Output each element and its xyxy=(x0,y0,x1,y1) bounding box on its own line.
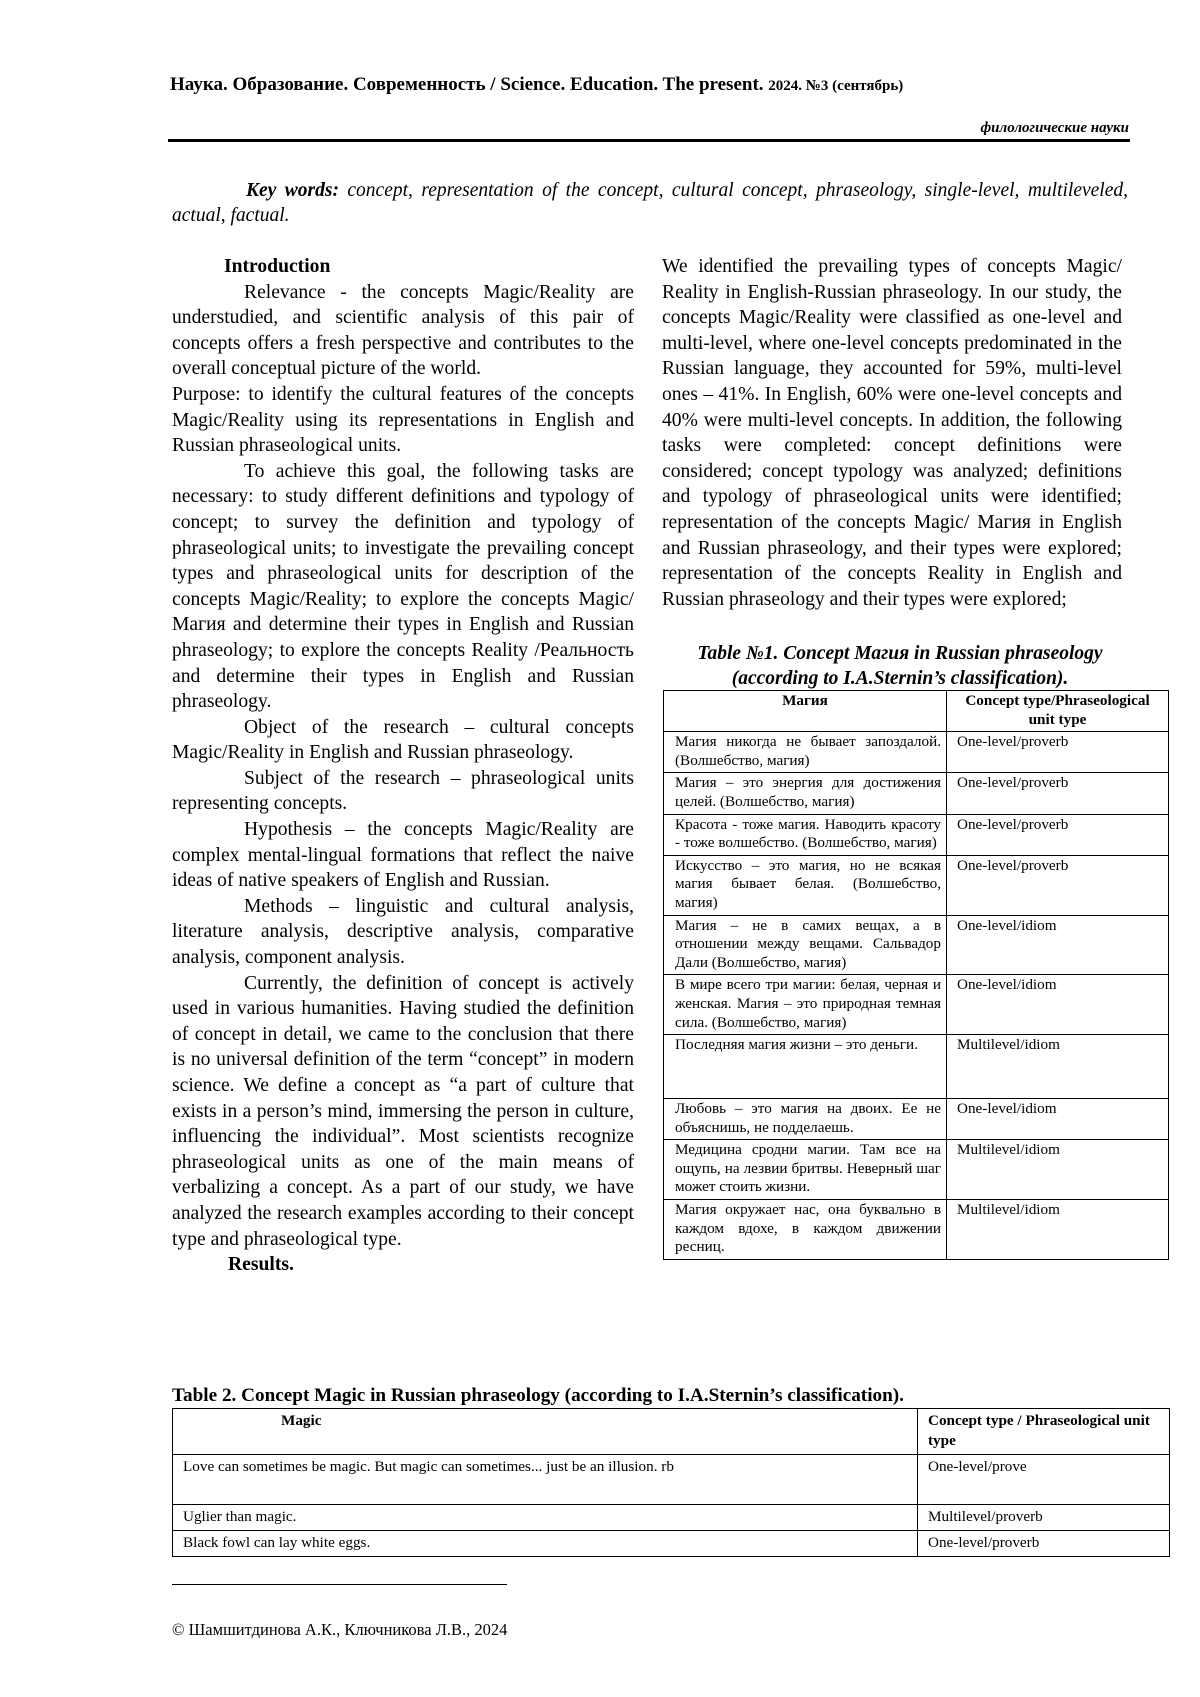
table-header-cell: Concept type / Phraseological unit type xyxy=(918,1409,1170,1455)
table-cell: Искусство – это магия, но не всякая магия бывает белая. (Волшебство, магия) xyxy=(664,855,947,915)
table-header-row xyxy=(173,1409,1170,1455)
table-cell: Multilevel/idiom xyxy=(947,1140,1169,1200)
section-label: филологические науки xyxy=(980,120,1129,136)
table-cell: Магия окружает нас, она буквально в каждом вдохе, в каждом движении ресниц. xyxy=(664,1200,947,1260)
table-cell: Uglier than magic. xyxy=(173,1505,918,1531)
table-cell: Магия никогда не бывает запоздалой. (Волшебство, магия) xyxy=(664,732,947,773)
paragraph-methods: Methods – linguistic and cultural analysis, literature analysis, descriptive analysis, comparative analysis, component analysis. xyxy=(172,895,634,969)
paragraph-results: We identified the prevailing types of concepts Magic/ Reality in English-Russian phraseology. In our study, the concepts Magic/Reality were classified as one-level and multi-level, where one-level concepts predominated in the Russian language, they accounted for 59%, multi-level ones – 41%. In English, 60% were one-level concepts and 40% were multi-level concepts. In addition, the following tasks were completed: concept definitions were considered; concept typology was analyzed; definitions and typology of phraseological units were identified; representation of the concepts Magic/ Магия in English and Russian phraseology, and their types were explored; representation of the concepts Reality in English and Russian phraseology and their types were explored; xyxy=(662,256,1122,610)
table-row xyxy=(664,975,1169,1035)
table-cell: Магия – не в самих вещах, а в отношении между вещами. Сальвадор Дали (Волшебство, магия) xyxy=(664,915,947,975)
table-cell: Последняя магия жизни – это деньги. xyxy=(664,1035,947,1099)
table-cell: One-level/idiom xyxy=(947,975,1169,1035)
table-row xyxy=(664,773,1169,814)
table-cell: В мире всего три магии: белая, черная и женская. Магия – это природная темная сила. (Волшебство, магия) xyxy=(664,975,947,1035)
table-cell: Магия – это энергия для достижения целей. (Волшебство, магия) xyxy=(664,773,947,814)
paragraph-tasks: To achieve this goal, the following tasks are necessary: to study different definitions and typology of concept; to survey the definition and typology of phraseological units; to investigate the prevailing concept types and phraseological units for description of the concepts Magic/Reality; to explore the concepts Magic/Магия and determine their types in English and Russian phraseology; to explore the concepts Reality /Реальность and determine their types in English and Russian phraseology. xyxy=(172,460,634,713)
table-header-cell: Concept type/Phraseological unit type xyxy=(947,691,1169,732)
keywords-label: Key words: xyxy=(246,180,339,201)
journal-title: Наука. Образование. Современность / Science. Education. The present. xyxy=(170,74,764,95)
paragraph-object: Object of the research – cultural concepts Magic/Reality in English and Russian phraseology. xyxy=(172,716,634,764)
table-header-row xyxy=(664,691,1169,732)
table-row xyxy=(664,1035,1169,1099)
table1-caption: Table №1. Concept Магия in Russian phraseology (according to I.A.Sternin’s classification). xyxy=(697,643,1103,689)
table-cell: Красота - тоже магия. Наводить красоту - тоже волшебство. (Волшебство, магия) xyxy=(664,814,947,855)
table-cell: One-level/prove xyxy=(918,1455,1170,1505)
table-cell: One-level/proverb xyxy=(947,773,1169,814)
table-row xyxy=(173,1455,1170,1505)
table2-caption: Table 2. Concept Magic in Russian phraseology (according to I.A.Sternin’s classification). xyxy=(172,1385,904,1406)
table-cell: Love can sometimes be magic. But magic can sometimes... just be an illusion. rb xyxy=(173,1455,918,1505)
table-row xyxy=(664,732,1169,773)
paragraph-hypothesis: Hypothesis – the concepts Magic/Reality are complex mental-lingual formations that reflect the naive ideas of native speakers of English and Russian. xyxy=(172,819,634,892)
paragraph-relevance: Relevance - the concepts Magic/Reality are understudied, and scientific analysis of this pair of concepts offers a fresh perspective and contributes to the overall conceptual picture of the world. xyxy=(172,281,634,380)
header-divider xyxy=(168,139,1130,142)
table-cell: One-level/idiom xyxy=(947,1099,1169,1140)
table-row xyxy=(173,1505,1170,1531)
table-cell: One-level/proverb xyxy=(947,814,1169,855)
table-row xyxy=(664,1140,1169,1200)
table-cell: Multilevel/idiom xyxy=(947,1200,1169,1260)
table-cell: Медицина сродни магии. Там все на ощупь, на лезвии бритвы. Неверный шаг может стоить жизни. xyxy=(664,1140,947,1200)
table-cell: Multilevel/idiom xyxy=(947,1035,1169,1099)
right-column xyxy=(662,254,1122,612)
table-cell: One-level/proverb xyxy=(947,855,1169,915)
journal-issue: 2024. №3 (сентябрь) xyxy=(768,78,904,94)
keywords-text: concept, representation of the concept, cultural concept, phraseology, single-level, multileveled, actual, factual. xyxy=(172,180,1129,226)
table-header-cell: Magic xyxy=(173,1409,918,1455)
table1 xyxy=(663,690,1169,1260)
table-cell: One-level/proverb xyxy=(947,732,1169,773)
paragraph-purpose: Purpose: to identify the cultural features of the concepts Magic/Reality using its representations in English and Russian phraseological units. xyxy=(172,383,634,457)
table-cell: One-level/idiom xyxy=(947,915,1169,975)
table-row xyxy=(664,814,1169,855)
paragraph-subject: Subject of the research – phraseological units representing concepts. xyxy=(172,767,634,815)
table-row xyxy=(173,1531,1170,1557)
table-cell: Black fowl can lay white eggs. xyxy=(173,1531,918,1557)
table-cell: Любовь – это магия на двоих. Ее не объяснишь, не подделаешь. xyxy=(664,1099,947,1140)
journal-header xyxy=(170,74,903,96)
results-heading: Results. xyxy=(228,1254,294,1276)
table2 xyxy=(172,1408,1170,1557)
table-row xyxy=(664,1200,1169,1260)
intro-heading: Introduction xyxy=(224,256,331,277)
paragraph-definition: Currently, the definition of concept is actively used in various humanities. Having studied the definition of concept in detail, we came to the conclusion that there is no universal definition of the term “concept” in modern science. We define a concept as “a part of culture that exists in a person’s mind, immersing the person in culture, influencing the individual”. Most scientists recognize phraseological units as one of the main means of verbalizing a concept. As a part of our study, we have analyzed the research examples according to their concept type and phraseological type. xyxy=(172,972,634,1250)
footnote-divider xyxy=(172,1584,507,1585)
table-row xyxy=(664,1099,1169,1140)
table-cell: Multilevel/proverb xyxy=(918,1505,1170,1531)
keywords xyxy=(172,178,1128,228)
table-row xyxy=(664,915,1169,975)
table-cell: One-level/proverb xyxy=(918,1531,1170,1557)
copyright-note: © Шамшитдинова А.К., Ключникова Л.В., 2024 xyxy=(172,1620,508,1639)
left-column xyxy=(172,254,634,1278)
table-row xyxy=(664,855,1169,915)
table-header-cell: Магия xyxy=(664,691,947,732)
